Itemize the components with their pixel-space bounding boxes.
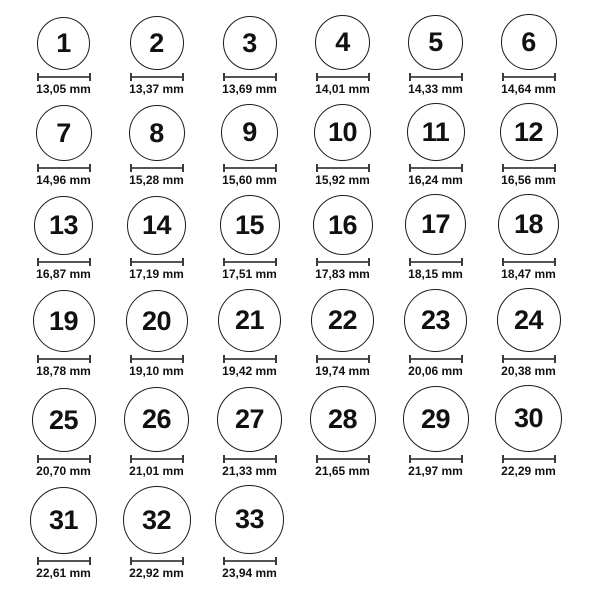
diameter-ruler (37, 73, 91, 81)
ring-size-item (482, 288, 575, 377)
ring-size-item (203, 104, 296, 186)
diameter-ruler (316, 355, 370, 363)
diameter-label: 14,33 mm (408, 82, 463, 96)
ring-size-number: 25 (48, 404, 79, 435)
ring-circle (500, 103, 558, 161)
ring-size-number: 24 (513, 304, 544, 335)
ruler-line (225, 167, 275, 169)
ring-size-item (203, 387, 296, 477)
ring-row (17, 485, 575, 579)
ring-circle (495, 385, 562, 452)
diameter-ruler (316, 164, 370, 172)
ring-size-item (110, 196, 203, 280)
ring-circle (311, 289, 374, 352)
ruler-right-tick (554, 164, 556, 172)
ring-circle (36, 105, 92, 161)
diameter-ruler (130, 355, 184, 363)
diameter-ruler (37, 164, 91, 172)
ruler-right-tick (275, 455, 277, 463)
diameter-ruler (130, 258, 184, 266)
ring-size-item (482, 14, 575, 95)
diameter-ruler (409, 164, 463, 172)
ring-size-item (110, 16, 203, 95)
ring-size-number: 26 (141, 404, 172, 434)
diameter-ruler (409, 355, 463, 363)
ruler-right-tick (275, 164, 277, 172)
ruler-right-tick (89, 164, 91, 172)
ring-size-item (110, 105, 203, 186)
ring-circle (221, 104, 278, 161)
ring-size-item (296, 195, 389, 280)
ruler-line (318, 358, 368, 360)
diameter-label: 22,29 mm (501, 464, 556, 478)
diameter-ruler (130, 455, 184, 463)
ruler-line (411, 358, 461, 360)
ring-size-number: 22 (327, 305, 358, 335)
ruler-line (318, 261, 368, 263)
ruler-right-tick (461, 164, 463, 172)
diameter-ruler (409, 258, 463, 266)
diameter-label: 21,65 mm (315, 464, 370, 478)
ring-circle (124, 387, 189, 452)
diameter-label: 20,70 mm (36, 464, 91, 478)
ruler-right-tick (275, 557, 277, 565)
ruler-line (504, 261, 554, 263)
ring-size-item (296, 104, 389, 186)
diameter-label: 21,33 mm (222, 464, 277, 478)
diameter-label: 17,51 mm (222, 267, 277, 281)
diameter-ruler (502, 258, 556, 266)
ring-circle (407, 103, 465, 161)
ring-size-number: 23 (420, 305, 451, 335)
ring-size-item (296, 386, 389, 477)
ruler-line (318, 458, 368, 460)
ruler-line (318, 167, 368, 169)
ring-circle (408, 15, 463, 70)
ruler-right-tick (275, 73, 277, 81)
ruler-line (39, 76, 89, 78)
diameter-label: 16,87 mm (36, 267, 91, 281)
ruler-right-tick (554, 73, 556, 81)
ring-size-number: 7 (56, 117, 71, 148)
ruler-line (225, 76, 275, 78)
ring-size-item (389, 194, 482, 280)
ruler-right-tick (368, 164, 370, 172)
diameter-ruler (130, 73, 184, 81)
ring-size-number: 3 (242, 27, 257, 58)
ring-size-item (482, 103, 575, 186)
ruler-right-tick (182, 164, 184, 172)
ring-size-item (482, 194, 575, 280)
diameter-label: 13,69 mm (222, 82, 277, 96)
ring-size-number: 14 (141, 210, 172, 240)
ruler-right-tick (89, 455, 91, 463)
ruler-right-tick (275, 258, 277, 266)
diameter-label: 18,47 mm (501, 267, 556, 281)
ring-size-item (296, 15, 389, 95)
ruler-right-tick (89, 73, 91, 81)
ring-circle (215, 485, 284, 554)
ring-circle (129, 105, 185, 161)
ruler-line (39, 358, 89, 360)
ring-size-number: 13 (48, 210, 79, 240)
ring-row (17, 14, 575, 95)
ring-circle (405, 194, 466, 255)
ring-size-number: 27 (234, 404, 265, 434)
ring-circle (497, 288, 561, 352)
diameter-label: 15,60 mm (222, 173, 277, 187)
ring-size-number: 21 (234, 305, 265, 335)
ring-size-item (110, 486, 203, 579)
ring-circle (498, 194, 559, 255)
ring-size-number: 2 (149, 27, 164, 58)
diameter-ruler (37, 258, 91, 266)
diameter-ruler (223, 355, 277, 363)
ruler-right-tick (554, 258, 556, 266)
diameter-label: 14,96 mm (36, 173, 91, 187)
ring-size-item (389, 15, 482, 95)
diameter-label: 18,15 mm (408, 267, 463, 281)
ruler-line (411, 76, 461, 78)
ruler-line (411, 261, 461, 263)
ruler-right-tick (182, 455, 184, 463)
diameter-ruler (316, 258, 370, 266)
diameter-label: 15,28 mm (129, 173, 184, 187)
ring-size-item (389, 386, 482, 477)
ring-circle (218, 289, 281, 352)
ring-size-number: 4 (335, 27, 350, 57)
ring-circle (217, 387, 282, 452)
diameter-label: 21,97 mm (408, 464, 463, 478)
diameter-ruler (409, 73, 463, 81)
ruler-line (225, 358, 275, 360)
ruler-right-tick (368, 258, 370, 266)
ring-size-number: 31 (48, 505, 79, 535)
ruler-right-tick (461, 355, 463, 363)
ruler-line (39, 560, 89, 562)
ring-circle (501, 14, 557, 70)
ruler-right-tick (368, 455, 370, 463)
ruler-line (411, 458, 461, 460)
ring-row (17, 385, 575, 477)
diameter-ruler (502, 355, 556, 363)
ring-circle (123, 486, 191, 554)
diameter-ruler (502, 455, 556, 463)
ring-size-number: 11 (421, 116, 450, 147)
ring-circle (404, 289, 467, 352)
ruler-right-tick (461, 73, 463, 81)
ruler-line (411, 167, 461, 169)
diameter-label: 21,01 mm (129, 464, 184, 478)
ring-size-item (17, 487, 110, 579)
ruler-right-tick (368, 73, 370, 81)
ring-size-number: 19 (48, 305, 79, 336)
diameter-ruler (130, 557, 184, 565)
ruler-line (504, 358, 554, 360)
ring-circle (314, 104, 371, 161)
ring-circle (32, 388, 96, 452)
diameter-ruler (130, 164, 184, 172)
ring-circle (223, 16, 277, 70)
ring-size-number: 16 (327, 209, 358, 240)
diameter-label: 18,78 mm (36, 364, 91, 378)
diameter-label: 14,64 mm (501, 82, 556, 96)
diameter-ruler (316, 455, 370, 463)
diameter-label: 19,10 mm (129, 364, 184, 378)
ring-size-number: 17 (420, 209, 451, 239)
diameter-ruler (37, 557, 91, 565)
ring-size-number: 1 (56, 28, 71, 58)
ring-size-item (203, 16, 296, 95)
diameter-label: 15,92 mm (315, 173, 370, 187)
diameter-label: 16,24 mm (408, 173, 463, 187)
ring-size-item (203, 289, 296, 377)
diameter-label: 20,06 mm (408, 364, 463, 378)
ring-row (17, 194, 575, 280)
ring-size-number: 32 (141, 504, 172, 535)
diameter-ruler (223, 73, 277, 81)
ring-circle (34, 196, 93, 255)
ring-size-number: 28 (327, 403, 358, 434)
diameter-label: 13,05 mm (36, 82, 91, 96)
ring-size-number: 30 (513, 403, 544, 433)
ring-size-item (110, 290, 203, 377)
ring-size-number: 15 (234, 209, 265, 240)
ruler-line (132, 560, 182, 562)
diameter-ruler (316, 73, 370, 81)
ring-size-number: 33 (234, 504, 265, 534)
ring-circle (220, 195, 280, 255)
diameter-label: 17,19 mm (129, 267, 184, 281)
diameter-ruler (223, 164, 277, 172)
ruler-line (225, 261, 275, 263)
ring-size-number: 6 (521, 26, 536, 57)
ring-size-item (110, 387, 203, 477)
ring-circle (126, 290, 188, 352)
ruler-right-tick (182, 73, 184, 81)
ring-size-item (482, 385, 575, 477)
diameter-ruler (502, 73, 556, 81)
diameter-ruler (223, 455, 277, 463)
ruler-line (39, 261, 89, 263)
ring-circle (130, 16, 184, 70)
diameter-label: 14,01 mm (315, 82, 370, 96)
ruler-right-tick (89, 355, 91, 363)
ring-circle (33, 290, 95, 352)
ruler-line (132, 358, 182, 360)
ring-size-number: 29 (420, 403, 451, 434)
ring-row (17, 103, 575, 186)
ring-circle (127, 196, 186, 255)
ruler-right-tick (554, 455, 556, 463)
ring-size-number: 10 (327, 117, 358, 147)
diameter-label: 20,38 mm (501, 364, 556, 378)
diameter-label: 16,56 mm (501, 173, 556, 187)
ruler-line (39, 167, 89, 169)
ring-size-item (389, 289, 482, 377)
ring-size-item (17, 105, 110, 186)
ruler-right-tick (368, 355, 370, 363)
ruler-line (132, 261, 182, 263)
ring-size-item (296, 289, 389, 377)
ruler-line (504, 76, 554, 78)
ring-size-number: 12 (513, 116, 544, 147)
ruler-line (504, 167, 554, 169)
ring-size-item (17, 388, 110, 477)
ring-size-item (389, 103, 482, 186)
diameter-ruler (502, 164, 556, 172)
ring-circle (37, 17, 90, 70)
ring-size-item (17, 290, 110, 377)
ruler-right-tick (461, 455, 463, 463)
ruler-right-tick (89, 258, 91, 266)
ring-circle (313, 195, 373, 255)
diameter-label: 13,37 mm (129, 82, 184, 96)
ruler-right-tick (461, 258, 463, 266)
diameter-label: 17,83 mm (315, 267, 370, 281)
diameter-label: 22,92 mm (129, 566, 184, 580)
ring-circle (310, 386, 376, 452)
diameter-ruler (223, 258, 277, 266)
diameter-label: 19,42 mm (222, 364, 277, 378)
ruler-line (225, 458, 275, 460)
ring-circle (30, 487, 97, 554)
ring-size-number: 5 (428, 27, 443, 57)
diameter-label: 22,61 mm (36, 566, 91, 580)
ring-size-item (203, 195, 296, 280)
ruler-right-tick (182, 355, 184, 363)
ruler-line (504, 458, 554, 460)
ring-size-item (17, 17, 110, 95)
ring-size-number: 18 (513, 209, 544, 239)
ring-size-item (203, 485, 296, 579)
ruler-line (132, 458, 182, 460)
diameter-ruler (37, 355, 91, 363)
diameter-ruler (37, 455, 91, 463)
diameter-ruler (409, 455, 463, 463)
ring-row (17, 288, 575, 377)
ring-size-number: 20 (141, 305, 172, 336)
ruler-right-tick (182, 258, 184, 266)
diameter-label: 23,94 mm (222, 566, 277, 580)
ring-size-item (17, 196, 110, 280)
ruler-line (132, 167, 182, 169)
ruler-right-tick (554, 355, 556, 363)
ring-size-number: 9 (242, 117, 257, 147)
ruler-line (225, 560, 275, 562)
ruler-right-tick (182, 557, 184, 565)
ruler-line (39, 458, 89, 460)
ruler-right-tick (275, 355, 277, 363)
ruler-line (318, 76, 368, 78)
ring-circle (403, 386, 469, 452)
ruler-line (132, 76, 182, 78)
diameter-label: 19,74 mm (315, 364, 370, 378)
diameter-ruler (223, 557, 277, 565)
ring-circle (315, 15, 370, 70)
ruler-right-tick (89, 557, 91, 565)
ring-size-number: 8 (149, 117, 164, 148)
